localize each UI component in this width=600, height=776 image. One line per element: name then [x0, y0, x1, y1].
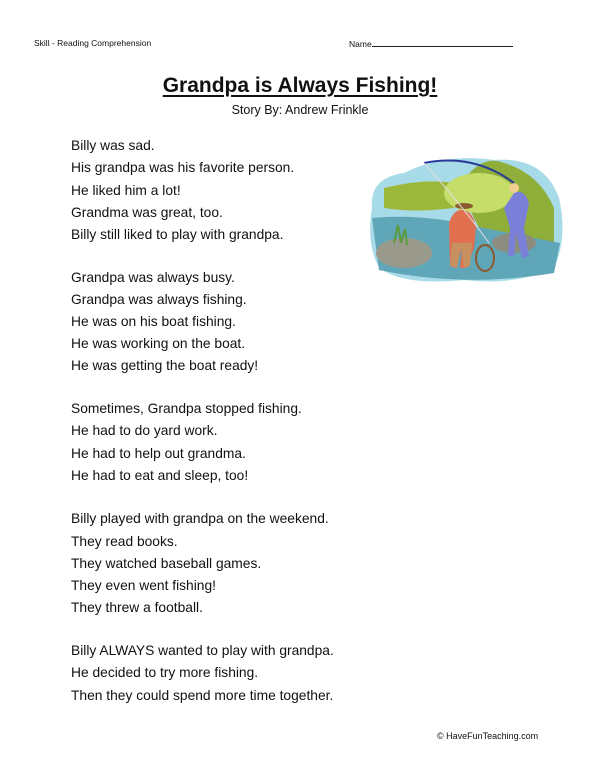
story-line: Billy still liked to play with grandpa. — [71, 227, 284, 242]
story-line: He was working on the boat. — [71, 336, 246, 351]
story-line: He had to help out grandma. — [71, 446, 246, 461]
story-line: He was getting the boat ready! — [71, 358, 259, 373]
story-line: Grandpa was always busy. — [71, 270, 235, 285]
story-title-text: Grandpa is Always Fishing! — [162, 74, 438, 97]
story-line: Grandma was great, too. — [71, 205, 223, 220]
story-line: They threw a football. — [71, 600, 203, 615]
story-line: Grandpa was always fishing. — [71, 292, 247, 307]
story-line: He had to eat and sleep, too! — [71, 468, 249, 483]
story-line: Then they could spend more time together. — [71, 688, 334, 703]
name-label: Name — [349, 39, 372, 49]
story-line: He was on his boat fishing. — [71, 314, 236, 329]
story-title — [0, 74, 600, 98]
story-line: He had to do yard work. — [71, 423, 218, 438]
name-blank-line[interactable] — [372, 38, 513, 47]
story-line: He liked him a lot! — [71, 183, 181, 198]
story-line: They even went fishing! — [71, 578, 216, 593]
fishing-illustration — [364, 148, 568, 288]
story-line: Billy played with grandpa on the weekend. — [71, 511, 329, 526]
name-field[interactable] — [349, 38, 513, 49]
copyright-notice: © HaveFunTeaching.com — [437, 731, 539, 741]
story-line: His grandpa was his favorite person. — [71, 160, 295, 175]
story-byline: Story By: Andrew Frinkle — [231, 103, 369, 117]
story-line: They watched baseball games. — [71, 556, 262, 571]
story-line: Sometimes, Grandpa stopped fishing. — [71, 401, 302, 416]
story-line: Billy ALWAYS wanted to play with grandpa. — [71, 643, 334, 658]
story-line: They read books. — [71, 534, 178, 549]
skill-label: Skill - Reading Comprehension — [34, 38, 152, 48]
story-line: He decided to try more fishing. — [71, 665, 259, 680]
story-line: Billy was sad. — [71, 138, 155, 153]
